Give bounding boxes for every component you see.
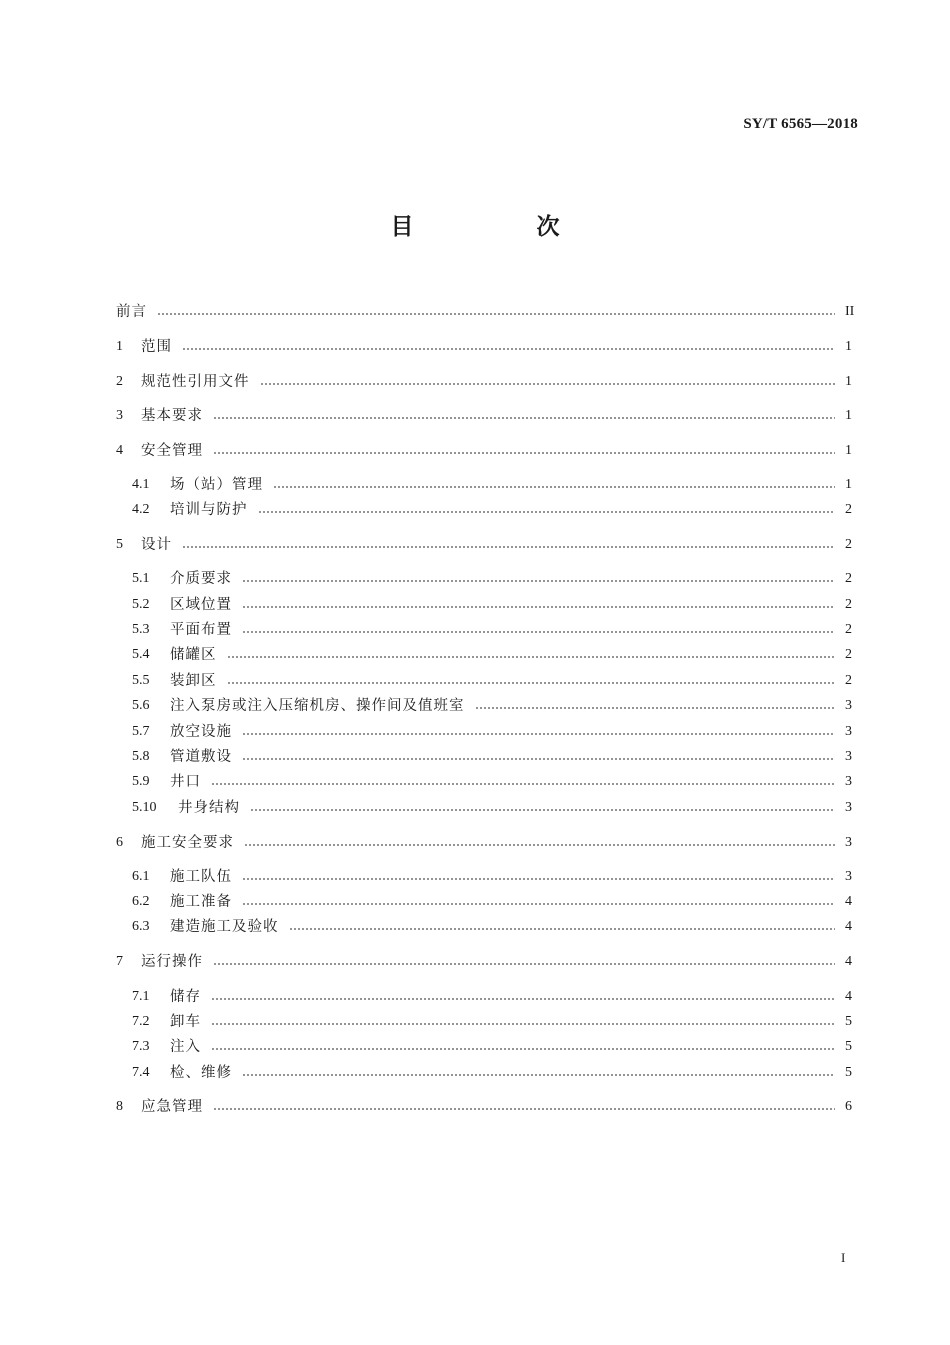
toc-entry-number: 6.3 <box>132 919 150 934</box>
dot-leader <box>260 383 836 385</box>
toc-entry[interactable] <box>0 643 950 667</box>
toc-entry[interactable] <box>0 404 950 428</box>
dot-leader <box>242 606 835 608</box>
toc-entry-title: 范围 <box>141 339 172 355</box>
toc-entry-number: 6 <box>116 835 123 850</box>
toc-entry-page: 6 <box>845 1099 852 1114</box>
toc-entry-page: 2 <box>845 537 852 552</box>
toc-entry-number: 3 <box>116 408 123 423</box>
toc-entry[interactable] <box>0 985 950 1009</box>
toc-entry-page: 2 <box>845 622 852 637</box>
toc-entry-page: 1 <box>845 374 852 389</box>
toc-entry[interactable] <box>0 498 950 522</box>
toc-entry-page: 5 <box>845 1039 852 1054</box>
toc-entry-page: 1 <box>845 443 852 458</box>
toc-entry-title: 规范性引用文件 <box>141 374 250 390</box>
toc-entry-page: 1 <box>845 339 852 354</box>
toc-entry-number: 7 <box>116 954 123 969</box>
dot-leader <box>244 844 835 846</box>
dot-leader <box>182 546 835 548</box>
toc-entry[interactable] <box>0 796 950 820</box>
toc-entry-page: 3 <box>845 800 852 815</box>
toc-entry[interactable] <box>0 533 950 557</box>
toc-entry-page: 4 <box>845 954 852 969</box>
toc-entry-page: 2 <box>845 571 852 586</box>
toc-entry[interactable] <box>0 694 950 718</box>
dot-leader <box>227 656 836 658</box>
dot-leader <box>227 682 836 684</box>
toc-entry[interactable] <box>0 1095 950 1119</box>
toc-entry-number: 4 <box>116 443 123 458</box>
dot-leader <box>242 733 835 735</box>
toc-entry-number: 7.1 <box>132 989 150 1004</box>
toc-entry-title: 施工安全要求 <box>141 835 234 851</box>
dot-leader <box>242 878 835 880</box>
toc-entry-number: 5.6 <box>132 698 150 713</box>
toc-entry-number: 7.4 <box>132 1065 150 1080</box>
toc-entry-number: 5.5 <box>132 673 150 688</box>
toc-entry[interactable] <box>0 865 950 889</box>
standard-code: SY/T 6565—2018 <box>743 116 858 132</box>
toc-entry-number: 5.4 <box>132 647 150 662</box>
toc-entry-title: 注入 <box>170 1039 201 1055</box>
toc-entry-number: 5.10 <box>132 800 157 815</box>
toc-entry[interactable] <box>0 300 950 324</box>
dot-leader <box>157 313 835 315</box>
toc-entry-page: 1 <box>845 408 852 423</box>
toc-entry-title: 基本要求 <box>141 408 203 424</box>
toc-entry-number: 7.3 <box>132 1039 150 1054</box>
toc-entry[interactable] <box>0 439 950 463</box>
toc-entry-page: 5 <box>845 1014 852 1029</box>
toc-entry-title: 储存 <box>170 989 201 1005</box>
toc-entry-page: 5 <box>845 1065 852 1080</box>
toc-entry-page: 3 <box>845 869 852 884</box>
toc-entry-number: 8 <box>116 1099 123 1114</box>
toc-entry-page: 2 <box>845 502 852 517</box>
toc-entry-title: 运行操作 <box>141 954 203 970</box>
toc-entry[interactable] <box>0 1010 950 1034</box>
toc-entry-page: 4 <box>845 894 852 909</box>
toc-entry[interactable] <box>0 770 950 794</box>
toc-entry-number: 4.1 <box>132 477 150 492</box>
toc-entry-number: 5.9 <box>132 774 150 789</box>
dot-leader <box>242 1074 835 1076</box>
toc-entry-title: 培训与防护 <box>170 502 248 518</box>
toc-entry[interactable] <box>0 593 950 617</box>
dot-leader <box>242 580 835 582</box>
toc-entry-title: 注入泵房或注入压缩机房、操作间及值班室 <box>170 698 465 714</box>
toc-entry-title: 平面布置 <box>170 622 232 638</box>
dot-leader <box>273 486 835 488</box>
toc-entry-number: 2 <box>116 374 123 389</box>
toc-entry[interactable] <box>0 1035 950 1059</box>
toc-entry[interactable] <box>0 745 950 769</box>
dot-leader <box>213 1108 835 1110</box>
toc-entry-page: 2 <box>845 597 852 612</box>
toc-entry-page: II <box>845 304 855 319</box>
dot-leader <box>213 963 835 965</box>
toc-entry[interactable] <box>0 720 950 744</box>
toc-entry[interactable] <box>0 669 950 693</box>
toc-entry[interactable] <box>0 1061 950 1085</box>
toc-entry-title: 介质要求 <box>170 571 232 587</box>
toc-entry-title: 井身结构 <box>178 800 240 816</box>
toc-entry[interactable] <box>0 370 950 394</box>
toc-entry-page: 3 <box>845 749 852 764</box>
dot-leader <box>211 783 835 785</box>
toc-entry-title: 储罐区 <box>170 647 217 663</box>
toc-entry-number: 5.2 <box>132 597 150 612</box>
toc-entry-title: 建造施工及验收 <box>170 919 279 935</box>
toc-entry[interactable] <box>0 831 950 855</box>
toc-entry-page: 3 <box>845 835 852 850</box>
toc-entry-number: 5.8 <box>132 749 150 764</box>
toc-entry[interactable] <box>0 950 950 974</box>
toc-entry-number: 5.7 <box>132 724 150 739</box>
toc-entry-number: 5 <box>116 537 123 552</box>
toc-entry-title: 场（站）管理 <box>170 477 263 493</box>
toc-entry[interactable] <box>0 618 950 642</box>
dot-leader <box>475 707 836 709</box>
toc-entry-title: 管道敷设 <box>170 749 232 765</box>
toc-entry-title: 设计 <box>141 537 172 553</box>
toc-entry-title: 前言 <box>116 304 147 320</box>
toc-entry-page: 1 <box>845 477 852 492</box>
page-number: I <box>841 1250 846 1265</box>
page-title: 目 次 <box>390 214 610 240</box>
dot-leader <box>289 928 836 930</box>
toc-entry-page: 3 <box>845 774 852 789</box>
toc-entry-number: 5.1 <box>132 571 150 586</box>
dot-leader <box>213 452 835 454</box>
toc-entry-page: 2 <box>845 673 852 688</box>
toc-entry-title: 区域位置 <box>170 597 232 613</box>
toc-entry-number: 7.2 <box>132 1014 150 1029</box>
toc-entry-number: 5.3 <box>132 622 150 637</box>
toc-entry-title: 施工队伍 <box>170 869 232 885</box>
toc-entry-page: 2 <box>845 647 852 662</box>
toc-entry[interactable] <box>0 567 950 591</box>
toc-entry-title: 施工准备 <box>170 894 232 910</box>
toc-entry-number: 1 <box>116 339 123 354</box>
dot-leader <box>242 903 835 905</box>
dot-leader <box>242 758 835 760</box>
toc-entry-page: 4 <box>845 919 852 934</box>
toc-entry-title: 应急管理 <box>141 1099 203 1115</box>
dot-leader <box>211 998 835 1000</box>
toc-entry-page: 4 <box>845 989 852 1004</box>
dot-leader <box>211 1048 835 1050</box>
toc-entry[interactable] <box>0 890 950 914</box>
toc-entry-title: 卸车 <box>170 1014 201 1030</box>
toc-entry-page: 3 <box>845 724 852 739</box>
toc-entry[interactable] <box>0 915 950 939</box>
dot-leader <box>242 631 835 633</box>
toc-entry-title: 井口 <box>170 774 201 790</box>
toc-entry-title: 装卸区 <box>170 673 217 689</box>
dot-leader <box>250 809 835 811</box>
toc-entry-title: 放空设施 <box>170 724 232 740</box>
dot-leader <box>258 511 836 513</box>
dot-leader <box>213 417 835 419</box>
toc-entry[interactable] <box>0 473 950 497</box>
toc-entry-page: 3 <box>845 698 852 713</box>
toc-entry-number: 6.2 <box>132 894 150 909</box>
toc-entry-title: 安全管理 <box>141 443 203 459</box>
dot-leader <box>211 1023 835 1025</box>
toc-entry-number: 4.2 <box>132 502 150 517</box>
toc-entry-title: 检、维修 <box>170 1065 232 1081</box>
dot-leader <box>182 348 835 350</box>
toc-entry[interactable] <box>0 335 950 359</box>
toc-entry-number: 6.1 <box>132 869 150 884</box>
